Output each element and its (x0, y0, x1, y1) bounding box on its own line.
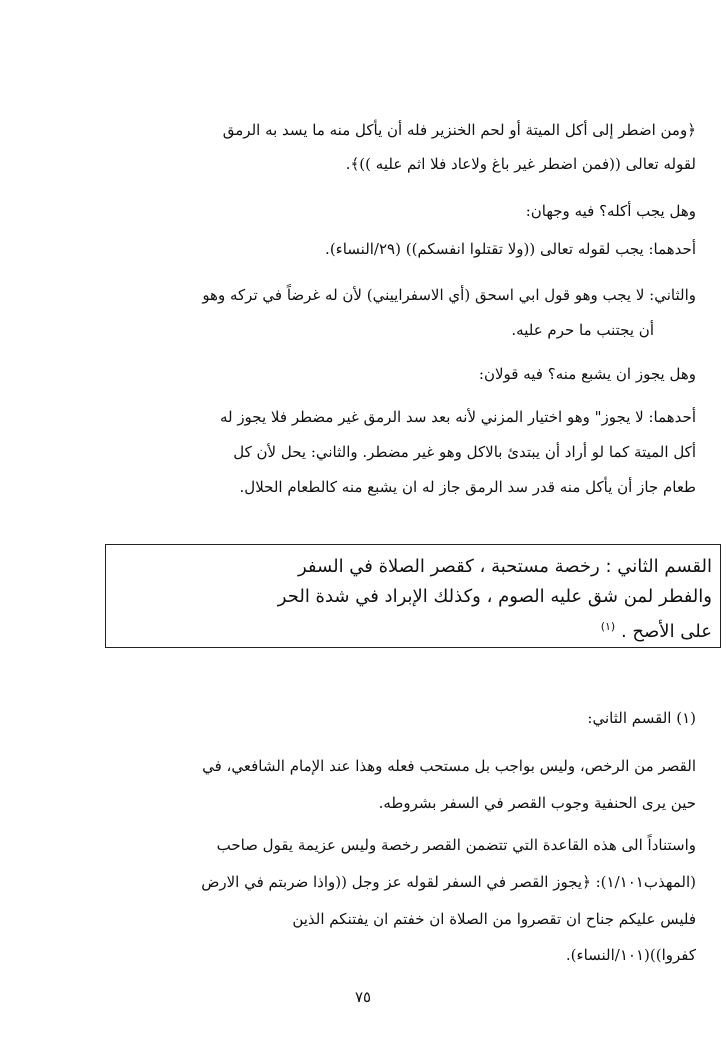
footnote-line-3: واستناداً الى هذه القاعدة التي تتضمن القصر رخصة وليس عزيمة يقول صاحب (216, 836, 696, 854)
body-line-8: أحدهما: لا يجوز" وهو اختيار المزني لأنه بعد سد الرمق غير مضطر فلا يجوز له (219, 408, 696, 426)
body-line-6: أن يجتنب ما حرم عليه. (511, 321, 654, 339)
page-number: ٧٥ (354, 988, 372, 1006)
body-line-4: أحدهما: يجب لقوله تعالى ((ولا تقتلوا انفسكم)) (٢٩/النساء). (325, 240, 696, 258)
body-line-7: وهل يجوز ان يشبع منه؟ فيه قولان: (478, 365, 696, 383)
rule-box-line-2: والفطر لمن شق عليه الصوم ، وكذلك الإبراد في شدة الحر (277, 586, 712, 607)
footnote-reference: (١) (600, 620, 616, 633)
body-line-2: لقوله تعالى ((فمن اضطر غير باغ ولاعاد فلا اثم عليه ))﴾. (345, 155, 696, 173)
body-line-1: ﴿ومن اضطر إلى أكل الميتة أو لحم الخنزير فله أن يأكل منه ما يسد به الرمق (222, 121, 696, 139)
body-line-5: والثاني: لا يجب وهو قول ابي اسحق (أي الاسفراييني) لأن له غرضاً في تركه وهو (202, 286, 696, 304)
rule-box-line-3 (601, 613, 712, 646)
body-line-3: وهل يجب أكله؟ فيه وجهان: (525, 202, 696, 220)
rule-box-line-3-text: على الأصح . (620, 621, 712, 642)
rule-box-line-1: القسم الثاني : رخصة مستحبة ، كقصر الصلاة في السفر (298, 556, 712, 577)
body-line-9: أكل الميتة كما لو أراد أن يبتدئ بالاكل وهو غير مضطر. والثاني: يحل لأن كل (233, 443, 696, 461)
footnote-heading: (١) القسم الثاني: (587, 709, 696, 727)
footnote-line-6: كفروا))(١٠١/النساء). (565, 946, 696, 964)
footnote-line-2: حين يرى الحنفية وجوب القصر في السفر بشروطه. (378, 794, 696, 812)
footnote-line-5: فليس عليكم جناح ان تقصروا من الصلاة ان خفتم ان يفتنكم الذين (292, 910, 696, 928)
body-line-10: طعام جاز أن يأكل منه قدر سد الرمق جاز له ان يشبع منه كالطعام الحلال. (239, 478, 696, 496)
footnote-line-4: (المهذب١/١٠١): ﴿يجوز القصر في السفر لقوله عز وجل ((واذا ضربتم في الارض (201, 873, 696, 891)
rule-box (105, 544, 721, 648)
footnote-line-1: القصر من الرخص، وليس بواجب بل مستحب فعله وهذا عند الإمام الشافعي، في (202, 757, 696, 775)
